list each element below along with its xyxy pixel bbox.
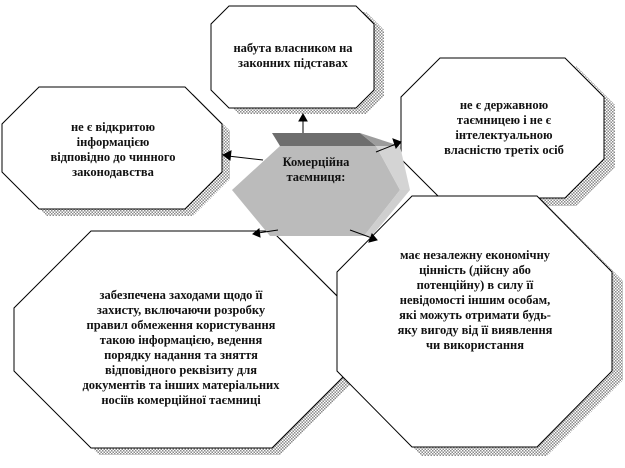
center-label: Комерційна таємниця: — [282, 155, 350, 184]
box-right-text: не є державною таємницею і не є інтелектуальною власністю третіх осіб — [444, 98, 564, 157]
box-top-text: набута власником на законних підставах — [233, 41, 353, 70]
box-left-text: не є відкритою інформацією відповідно до чинного законодавства — [50, 120, 176, 179]
box-bottom-right-text: має незалежну економічну цінність (дійсну або потенційну) в силу її невідомості іншим особам, які можуть отримати будь- яку вигоду від її виявлення чи використання — [397, 247, 553, 352]
box-bottom-left-text: забезпечена заходами щодо її захисту, включаючи розробку правил обмеження користування такою інформацією, ведення порядку надання та зняття відповідного реквізиту для документів та інших матеріальних носіїв комерційної таємниці — [82, 288, 280, 407]
